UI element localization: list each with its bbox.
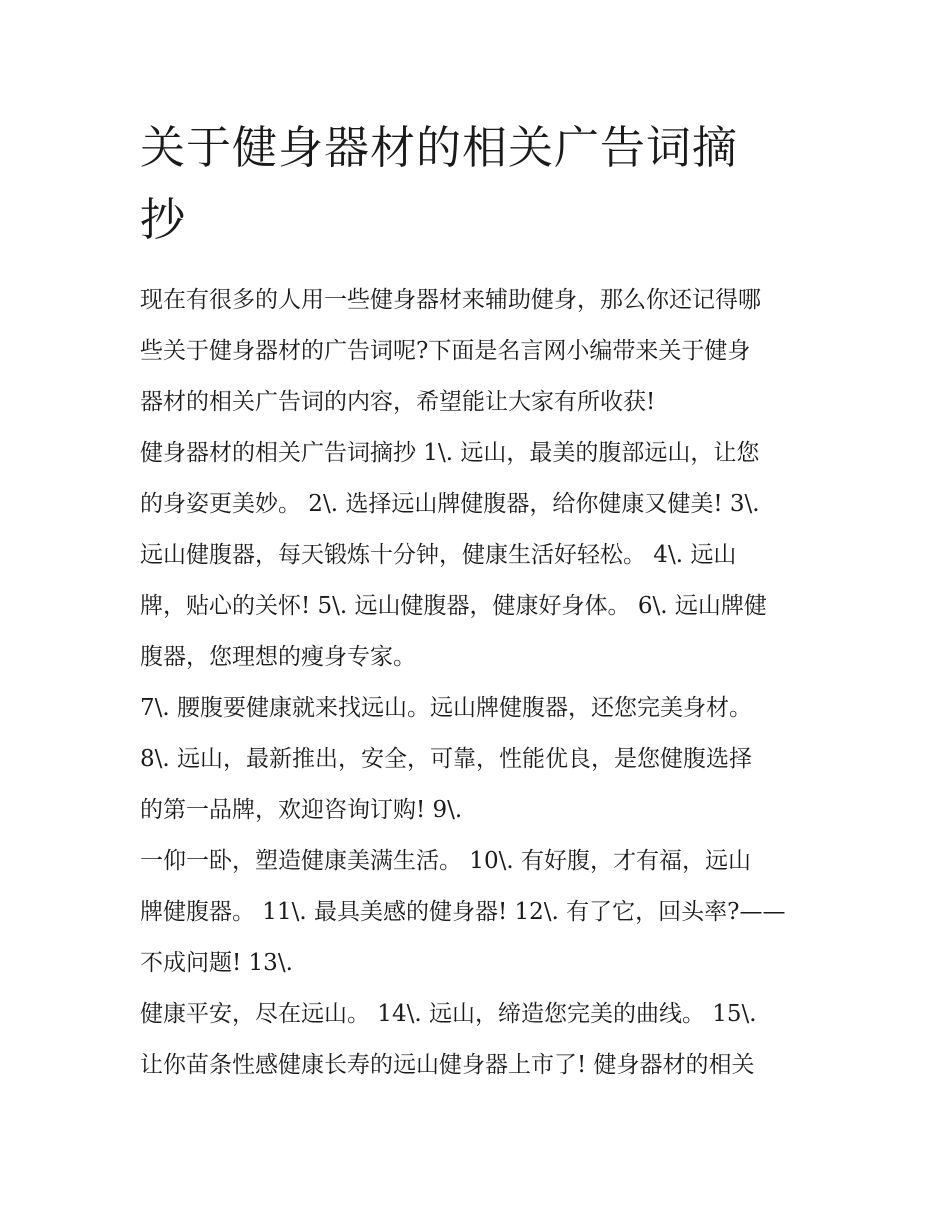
document-title: [140, 112, 820, 256]
body-paragraph: [140, 836, 820, 989]
text-line: 健康平安，尽在远山。 14\. 远山，缔造您完美的曲线。 15\.: [140, 1001, 757, 1027]
text-line: 的身姿更美妙。 2\. 选择远山牌健腹器，给你健康又健美! 3\.: [140, 491, 760, 517]
body-paragraph: [140, 428, 820, 683]
text-line: 现在有很多的人用一些健身器材来辅助健身，那么你还记得哪: [140, 287, 761, 313]
text-line: 牌，贴心的关怀! 5\. 远山健腹器，健康好身体。 6\. 远山牌健: [140, 593, 767, 619]
text-line: 不成问题! 13\.: [140, 950, 293, 976]
text-line: 7\. 腰腹要健康就来找远山。远山牌健腹器，还您完美身材。: [140, 695, 753, 721]
body-paragraph: [140, 275, 820, 428]
text-line: 的第一品牌，欢迎咨询订购! 9\.: [140, 797, 463, 823]
text-line: 一仰一卧，塑造健康美满生活。 10\. 有好腹，才有福，远山: [140, 848, 751, 874]
title-line: 关于健身器材的相关广告词摘: [140, 121, 739, 174]
text-line: 远山健腹器，每天锻炼十分钟，健康生活好轻松。 4\. 远山: [140, 542, 737, 568]
text-line: 些关于健身器材的广告词呢?下面是名言网小编带来关于健身: [140, 338, 751, 364]
text-line: 腹器，您理想的瘦身专家。: [140, 644, 416, 670]
body-paragraph: [140, 989, 820, 1091]
text-line: 让你苗条性感健康长寿的远山健身器上市了! 健身器材的相关: [140, 1052, 755, 1078]
text-line: 牌健腹器。 11\. 最具美感的健身器! 12\. 有了它，回头率?——: [140, 899, 786, 925]
text-line: 健身器材的相关广告词摘抄 1\. 远山，最美的腹部远山，让您: [140, 440, 760, 466]
body-paragraph: [140, 683, 820, 836]
title-line: 抄: [140, 193, 187, 246]
text-line: 器材的相关广告词的内容，希望能让大家有所收获!: [140, 389, 656, 415]
text-line: 8\. 远山，最新推出，安全，可靠，性能优良，是您健腹选择: [140, 746, 753, 772]
